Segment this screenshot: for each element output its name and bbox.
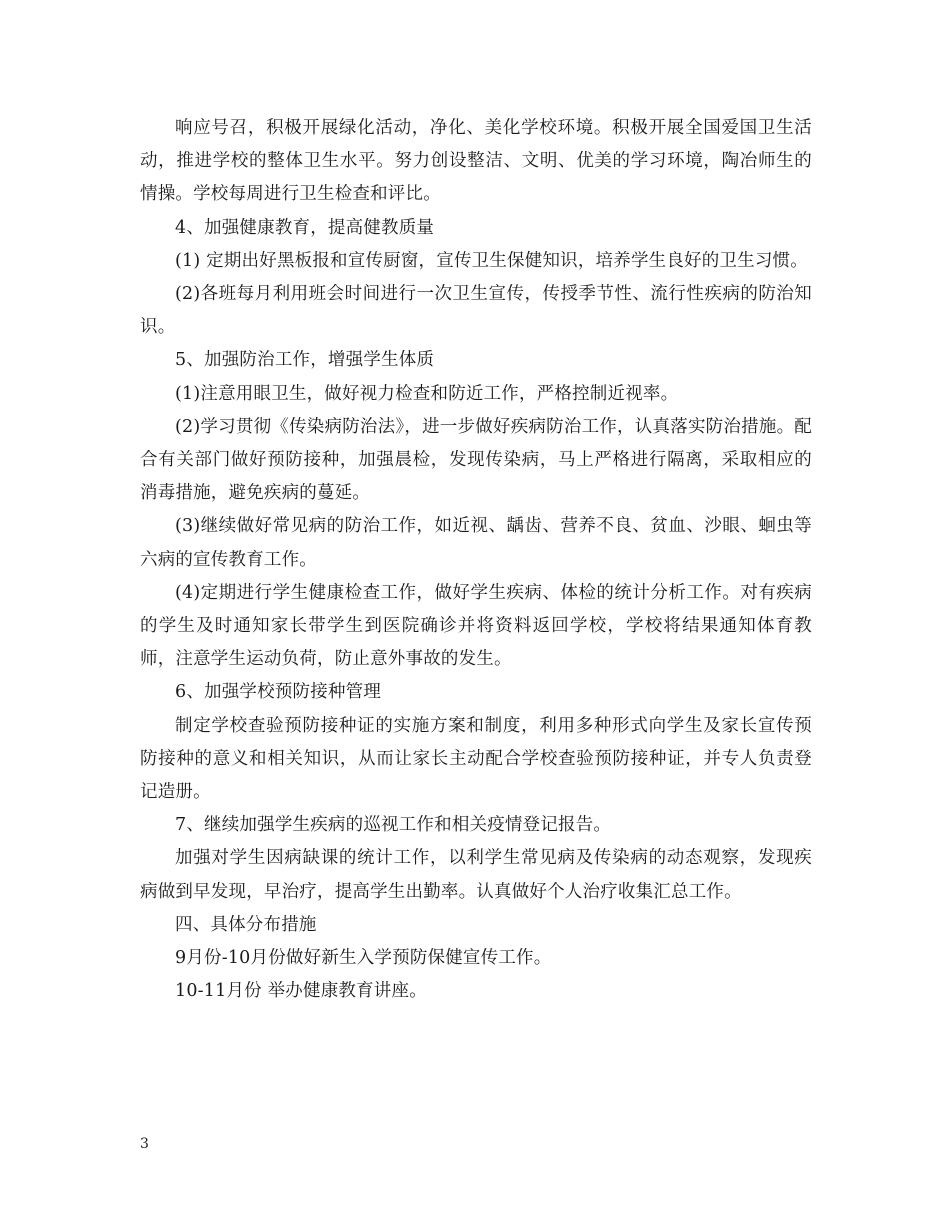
heading-6-vaccination: 6、加强学校预防接种管理 xyxy=(175,682,382,703)
paragraph-5-4: (4)定期进行学生健康检查工作，做好学生疾病、体检的统计分析工作。对有疾病的学生及时通知家长带学生到医院确诊并将资料返回学校，学校将结果通知体育教师，注意学生运动负荷，防止意外事故的发生。 xyxy=(140,582,812,670)
schedule-item-sep-oct: 9月份-10月份做好新生入学预防保健宣传工作。 xyxy=(175,948,552,969)
paragraph-6: 制定学校查验预防接种证的实施方案和制度，利用多种形式向学生及家长宣传预防接种的意义和相关知识，从而让家长主动配合学校查验预防接种证，并专人负责登记造册。 xyxy=(140,715,812,803)
paragraph-5-1: (1)注意用眼卫生，做好视力检查和防近工作，严格控制近视率。 xyxy=(175,383,679,404)
paragraph-5-2: (2)学习贯彻《传染病防治法》，进一步做好疾病防治工作，认真落实防治措施。配合有关部门做好预防接种，加强晨检，发现传染病，马上严格进行隔离，采取相应的消毒措施，避免疾病的蔓延。 xyxy=(140,416,812,504)
heading-section-4: 四、具体分布措施 xyxy=(175,914,317,935)
document-body xyxy=(140,112,812,1008)
paragraph-5-3: (3)继续做好常见病的防治工作，如近视、龋齿、营养不良、贫血、沙眼、蛔虫等六病的宣传教育工作。 xyxy=(140,516,812,570)
paragraph-4-1: (1) 定期出好黑板报和宣传厨窗，宣传卫生保健知识，培养学生良好的卫生习惯。 xyxy=(175,250,808,271)
paragraph-7: 加强对学生因病缺课的统计工作，以利学生常见病及传染病的动态观察，发现疾病做到早发现，早治疗，提高学生出勤率。认真做好个人治疗收集汇总工作。 xyxy=(140,848,812,902)
schedule-item-oct-nov: 10-11月份 举办健康教育讲座。 xyxy=(175,981,427,1002)
heading-4-health-education: 4、加强健康教育，提高健教质量 xyxy=(175,217,435,238)
paragraph-4-2: (2)各班每月利用班会时间进行一次卫生宣传，传授季节性、流行性疾病的防治知识。 xyxy=(140,284,812,338)
heading-7-monitoring: 7、继续加强学生疾病的巡视工作和相关疫情登记报告。 xyxy=(175,815,612,836)
page-number: 3 xyxy=(140,1136,149,1152)
heading-5-prevention: 5、加强防治工作，增强学生体质 xyxy=(175,350,435,371)
paragraph-1: 响应号召，积极开展绿化活动，净化、美化学校环境。积极开展全国爱国卫生活动，推进学校的整体卫生水平。努力创设整洁、文明、优美的学习环境，陶冶师生的情操。学校每周进行卫生检查和评比。 xyxy=(140,118,812,205)
